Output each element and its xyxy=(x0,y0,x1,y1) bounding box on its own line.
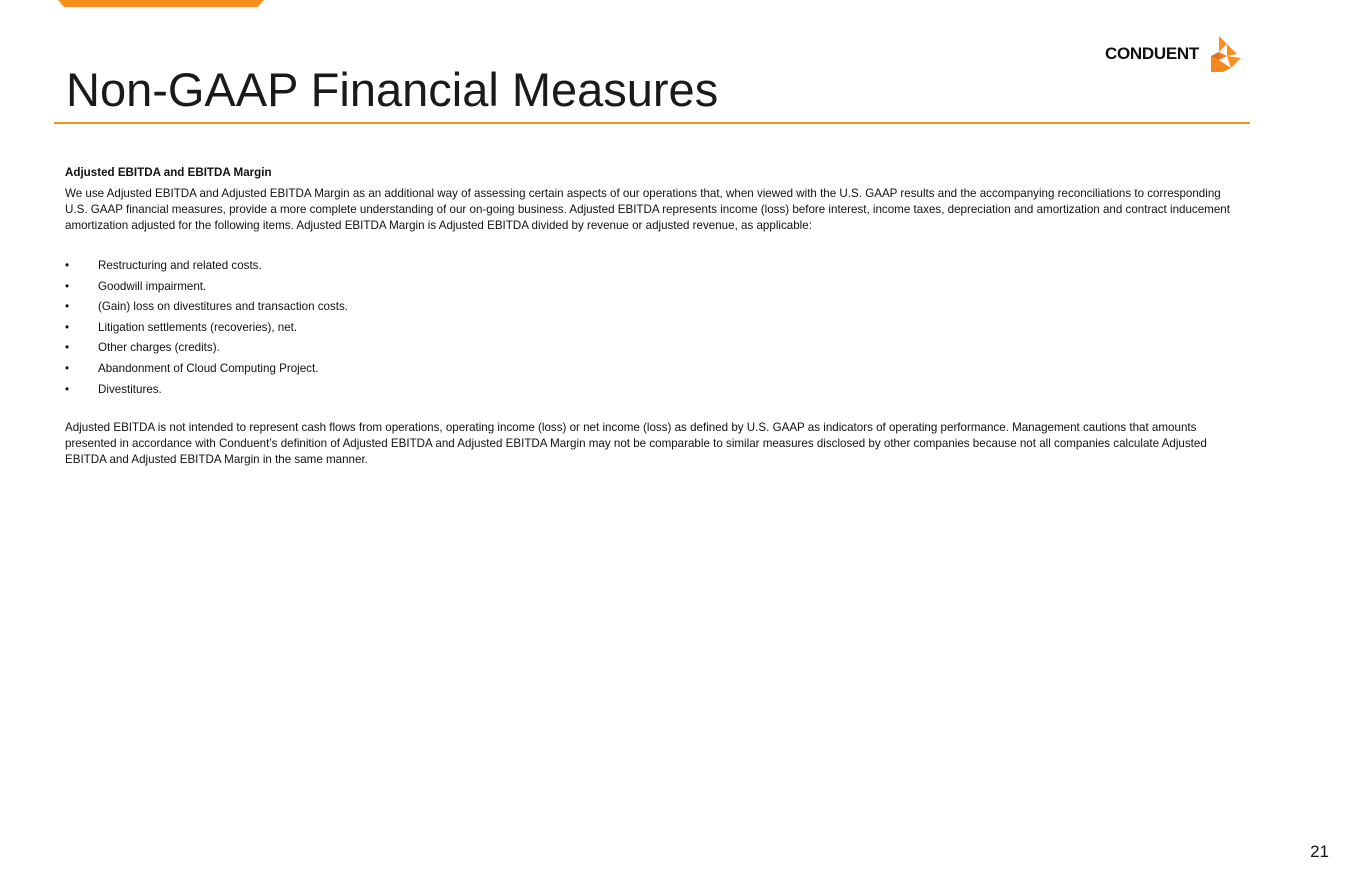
list-item-text: Divestitures. xyxy=(98,382,162,396)
title-divider xyxy=(54,122,1250,124)
page-title: Non-GAAP Financial Measures xyxy=(66,63,719,116)
list-item-text: Abandonment of Cloud Computing Project. xyxy=(98,361,319,375)
section-heading: Adjusted EBITDA and EBITDA Margin xyxy=(65,166,272,179)
list-item xyxy=(65,299,1235,320)
list-item xyxy=(65,340,1235,361)
list-item xyxy=(65,361,1235,382)
bullet-icon: • xyxy=(65,320,70,334)
slide-content xyxy=(65,165,1235,468)
bullet-icon: • xyxy=(65,361,70,375)
list-item-text: Litigation settlements (recoveries), net. xyxy=(98,320,298,334)
list-item-text: Restructuring and related costs. xyxy=(98,259,262,272)
list-item-text: (Gain) loss on divestitures and transaction costs. xyxy=(98,300,349,314)
intro-paragraph: We use Adjusted EBITDA and Adjusted EBITDA Margin as an additional way of assessing certain aspects of our operations that, when viewed with the U.S. GAAP results and the accompanying reconciliations to corresponding U.S. GAAP financial measures, provide a more complete understanding of our on-going business. Adjusted EBITDA represents income (loss) before interest, income taxes, depreciation and amortization and contract inducement amortization adjusted for the following items. Adjusted EBITDA Margin is Adjusted EBITDA divided by revenue or adjusted revenue, as applicable: xyxy=(65,187,1230,232)
bullet-icon: • xyxy=(65,341,70,355)
bullet-icon: • xyxy=(65,300,70,314)
list-item xyxy=(65,258,1235,279)
bullet-icon: • xyxy=(65,382,70,396)
list-item-text: Other charges (credits). xyxy=(98,341,220,355)
logo-wordmark: CONDUENT xyxy=(1105,44,1199,63)
conduent-cube-icon xyxy=(1205,34,1245,74)
closing-paragraph: Adjusted EBITDA is not intended to represent cash flows from operations, operating income (loss) or net income (loss) as defined by U.S. GAAP as indicators of operating performance. Management cautions that amounts presented in accordance with Conduent’s definition of Adjusted EBITDA and Adjusted EBITDA Margin may not be comparable to similar measures disclosed by other companies because not all companies calculate Adjusted EBITDA and Adjusted EBITDA Margin in the same manner. xyxy=(65,421,1207,467)
list-item xyxy=(65,382,1235,403)
list-item xyxy=(65,320,1235,341)
conduent-logo xyxy=(1105,34,1245,74)
bullet-icon: • xyxy=(65,279,70,293)
adjustment-items-list xyxy=(65,258,1235,402)
list-item-text: Goodwill impairment. xyxy=(98,279,207,293)
bullet-icon: • xyxy=(65,259,70,272)
list-item xyxy=(65,279,1235,300)
top-accent-bar xyxy=(58,0,264,7)
page-number: 21 xyxy=(1310,842,1329,861)
